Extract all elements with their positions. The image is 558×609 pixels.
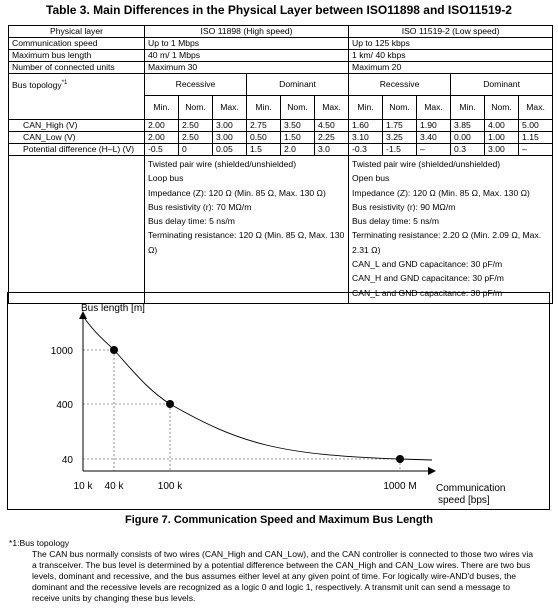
details-row bbox=[9, 156, 553, 304]
cell-value: 2.25 bbox=[315, 132, 349, 144]
detail-line: Bus delay time: 5 ns/m bbox=[352, 216, 439, 227]
cell-value: – bbox=[519, 144, 553, 156]
y-tick-label: 400 bbox=[56, 400, 73, 411]
row-label: CAN_High (V) bbox=[9, 120, 145, 132]
cell-value: 3.00 bbox=[213, 120, 247, 132]
nom-header: Nom. bbox=[485, 96, 519, 120]
speed-length-curve bbox=[85, 319, 432, 460]
cell-value: 0.00 bbox=[451, 132, 485, 144]
row-label: CAN_Low (V) bbox=[9, 132, 145, 144]
nom-header: Nom. bbox=[179, 96, 213, 120]
cell-value: Up to 1 Mbps bbox=[145, 38, 349, 50]
detail-line: Terminating resistance: 2.20 Ω (Min. 2.09 Ω, Max. 2.31 Ω) bbox=[352, 230, 542, 255]
cell-value: 2.00 bbox=[145, 132, 179, 144]
max-header: Max. bbox=[417, 96, 451, 120]
cell-value: 1 km/ 40 kbps bbox=[349, 50, 553, 62]
x-tick-label: 40 k bbox=[104, 481, 124, 492]
cell-value: Up to 125 kbps bbox=[349, 38, 553, 50]
figure-caption: Figure 7. Communication Speed and Maximum Bus Length bbox=[124, 514, 434, 526]
cell-value: 1.00 bbox=[485, 132, 519, 144]
cell-value: 3.00 bbox=[485, 144, 519, 156]
cell-value: 3.0 bbox=[315, 144, 349, 156]
footnote-body bbox=[32, 549, 552, 604]
footnote-line: levels, dominant and recessive, and the bus assumes either level at any given point of time. For logically wire-AND'd buses, the bbox=[32, 571, 517, 581]
min-header: Min. bbox=[451, 96, 485, 120]
bus-length-chart bbox=[8, 293, 548, 508]
cell-value: 3.00 bbox=[213, 132, 247, 144]
x-axis-label-line2: speed [bps] bbox=[438, 495, 490, 506]
cell-value: 2.50 bbox=[179, 120, 213, 132]
cell-value: 3.40 bbox=[417, 132, 451, 144]
bus-topology-text: Bus topology bbox=[12, 79, 62, 90]
max-header: Max. bbox=[213, 96, 247, 120]
footnote-line: receive units by changing these bus levels. bbox=[32, 593, 196, 603]
min-header: Min. bbox=[247, 96, 281, 120]
dominant-header: Dominant bbox=[247, 74, 349, 96]
y-tick-label: 40 bbox=[61, 455, 73, 466]
cell-value: Maximum 20 bbox=[349, 62, 553, 74]
nom-header: Nom. bbox=[383, 96, 417, 120]
cell-value: 5.00 bbox=[519, 120, 553, 132]
footnote-mark: *1 bbox=[61, 80, 68, 86]
footnote-title: *1:Bus topology bbox=[9, 538, 70, 548]
detail-line: Bus resistivity (r): 90 MΩ/m bbox=[352, 201, 456, 212]
max-header: Max. bbox=[519, 96, 553, 120]
x-axis-label-line1: Communication bbox=[436, 483, 506, 494]
x-tick-label: 1000 M bbox=[383, 481, 417, 492]
row-label: Communication speed bbox=[9, 38, 145, 50]
cell-value: 2.00 bbox=[145, 120, 179, 132]
table-row bbox=[9, 132, 553, 144]
y-axis-label: Bus length [m] bbox=[81, 303, 145, 314]
cell-value: 1.90 bbox=[417, 120, 451, 132]
details-iso11898 bbox=[145, 156, 349, 304]
cell-value: 3.25 bbox=[383, 132, 417, 144]
min-header: Min. bbox=[349, 96, 383, 120]
table-header-row bbox=[9, 26, 553, 38]
cell-value: -0.3 bbox=[349, 144, 383, 156]
detail-line: Loop bus bbox=[148, 173, 184, 184]
cell-value: 0 bbox=[179, 144, 213, 156]
cell-value: 0.3 bbox=[451, 144, 485, 156]
topology-level-row bbox=[9, 74, 553, 96]
dominant-header: Dominant bbox=[451, 74, 553, 96]
detail-line: CAN_H and GND capacitance: 30 pF/m bbox=[352, 273, 504, 284]
detail-line: Bus delay time: 5 ns/m bbox=[148, 216, 235, 227]
cell-value: 1.60 bbox=[349, 120, 383, 132]
chart-frame bbox=[7, 292, 550, 510]
cell-value: 0.05 bbox=[213, 144, 247, 156]
cell-value: – bbox=[417, 144, 451, 156]
footnote-line: The CAN bus normally consists of two wires (CAN_High and CAN_Low), and the CAN controller is connected to those two wires via bbox=[32, 549, 534, 559]
tick-labels bbox=[51, 346, 417, 492]
detail-line: CAN_L and GND capacitance: 30 pF/m bbox=[352, 287, 503, 298]
footnote-line: dominant and the recessive levels are recognized as a logic 0 and logic 1, respectively. A transmit unit can send a message to bbox=[32, 582, 511, 592]
table-row bbox=[9, 120, 553, 132]
details-iso11519 bbox=[349, 156, 553, 304]
recessive-header: Recessive bbox=[349, 74, 451, 96]
header-iso11519: ISO 11519-2 (Low speed) bbox=[349, 26, 553, 38]
y-tick-label: 1000 bbox=[50, 346, 73, 357]
detail-line: Open bus bbox=[352, 173, 390, 184]
cell-value: 4.50 bbox=[315, 120, 349, 132]
bus-topology-label bbox=[9, 74, 145, 120]
detail-line: Impedance (Z): 120 Ω (Min. 85 Ω, Max. 130 Ω) bbox=[352, 187, 530, 198]
row-label: Potential difference (H–L) (V) bbox=[9, 144, 145, 156]
data-point bbox=[166, 400, 174, 408]
min-header: Min. bbox=[145, 96, 179, 120]
cell-value: -0.5 bbox=[145, 144, 179, 156]
x-tick-label: 10 k bbox=[73, 481, 93, 492]
cell-value: 3.10 bbox=[349, 132, 383, 144]
footnote-line: a transceiver. The bus level is determined by a potential difference between the CAN_High and CAN_Low wires. There are two bus bbox=[32, 560, 531, 570]
detail-line: Twisted pair wire (shielded/unshielded) bbox=[148, 159, 297, 169]
table-row bbox=[9, 144, 553, 156]
cell-value: 2.0 bbox=[281, 144, 315, 156]
row-label: Number of connected units bbox=[9, 62, 145, 74]
cell-value: 1.75 bbox=[383, 120, 417, 132]
cell-value: Maximum 30 bbox=[145, 62, 349, 74]
cell-value: 1.50 bbox=[281, 132, 315, 144]
cell-value: 4.00 bbox=[485, 120, 519, 132]
detail-line: Bus resistivity (r): 70 MΩ/m bbox=[148, 201, 252, 212]
detail-line: CAN_L and GND capacitance: 30 pF/m bbox=[352, 259, 503, 270]
data-point bbox=[110, 346, 118, 354]
cell-value: 1.15 bbox=[519, 132, 553, 144]
table-row bbox=[9, 38, 553, 50]
details-label-cell bbox=[9, 156, 145, 304]
cell-value: 3.50 bbox=[281, 120, 315, 132]
cell-value: 40 m/ 1 Mbps bbox=[145, 50, 349, 62]
cell-value: 2.50 bbox=[179, 132, 213, 144]
table-row bbox=[9, 50, 553, 62]
data-points bbox=[110, 346, 404, 463]
detail-line: Twisted pair wire (shielded/unshielded) bbox=[352, 159, 501, 169]
physical-layer-table bbox=[8, 25, 553, 304]
table-title: Table 3. Main Differences in the Physical Layer between ISO11898 and ISO11519-2 bbox=[46, 3, 512, 17]
x-tick-label: 100 k bbox=[157, 481, 183, 492]
recessive-header: Recessive bbox=[145, 74, 247, 96]
detail-line: Terminating resistance: 120 Ω (Min. 85 Ω, Max. 130 Ω) bbox=[148, 230, 345, 255]
cell-value: 2.75 bbox=[247, 120, 281, 132]
cell-value: 0.50 bbox=[247, 132, 281, 144]
cell-value: 3.85 bbox=[451, 120, 485, 132]
data-point bbox=[396, 455, 404, 463]
row-label: Maximum bus length bbox=[9, 50, 145, 62]
max-header: Max. bbox=[315, 96, 349, 120]
table-row bbox=[9, 62, 553, 74]
cell-value: -1.5 bbox=[383, 144, 417, 156]
cell-value: 1.5 bbox=[247, 144, 281, 156]
detail-line: Impedance (Z): 120 Ω (Min. 85 Ω, Max. 130 Ω) bbox=[148, 187, 326, 198]
nom-header: Nom. bbox=[281, 96, 315, 120]
header-iso11898: ISO 11898 (High speed) bbox=[145, 26, 349, 38]
header-physical-layer: Physical layer bbox=[9, 26, 145, 38]
